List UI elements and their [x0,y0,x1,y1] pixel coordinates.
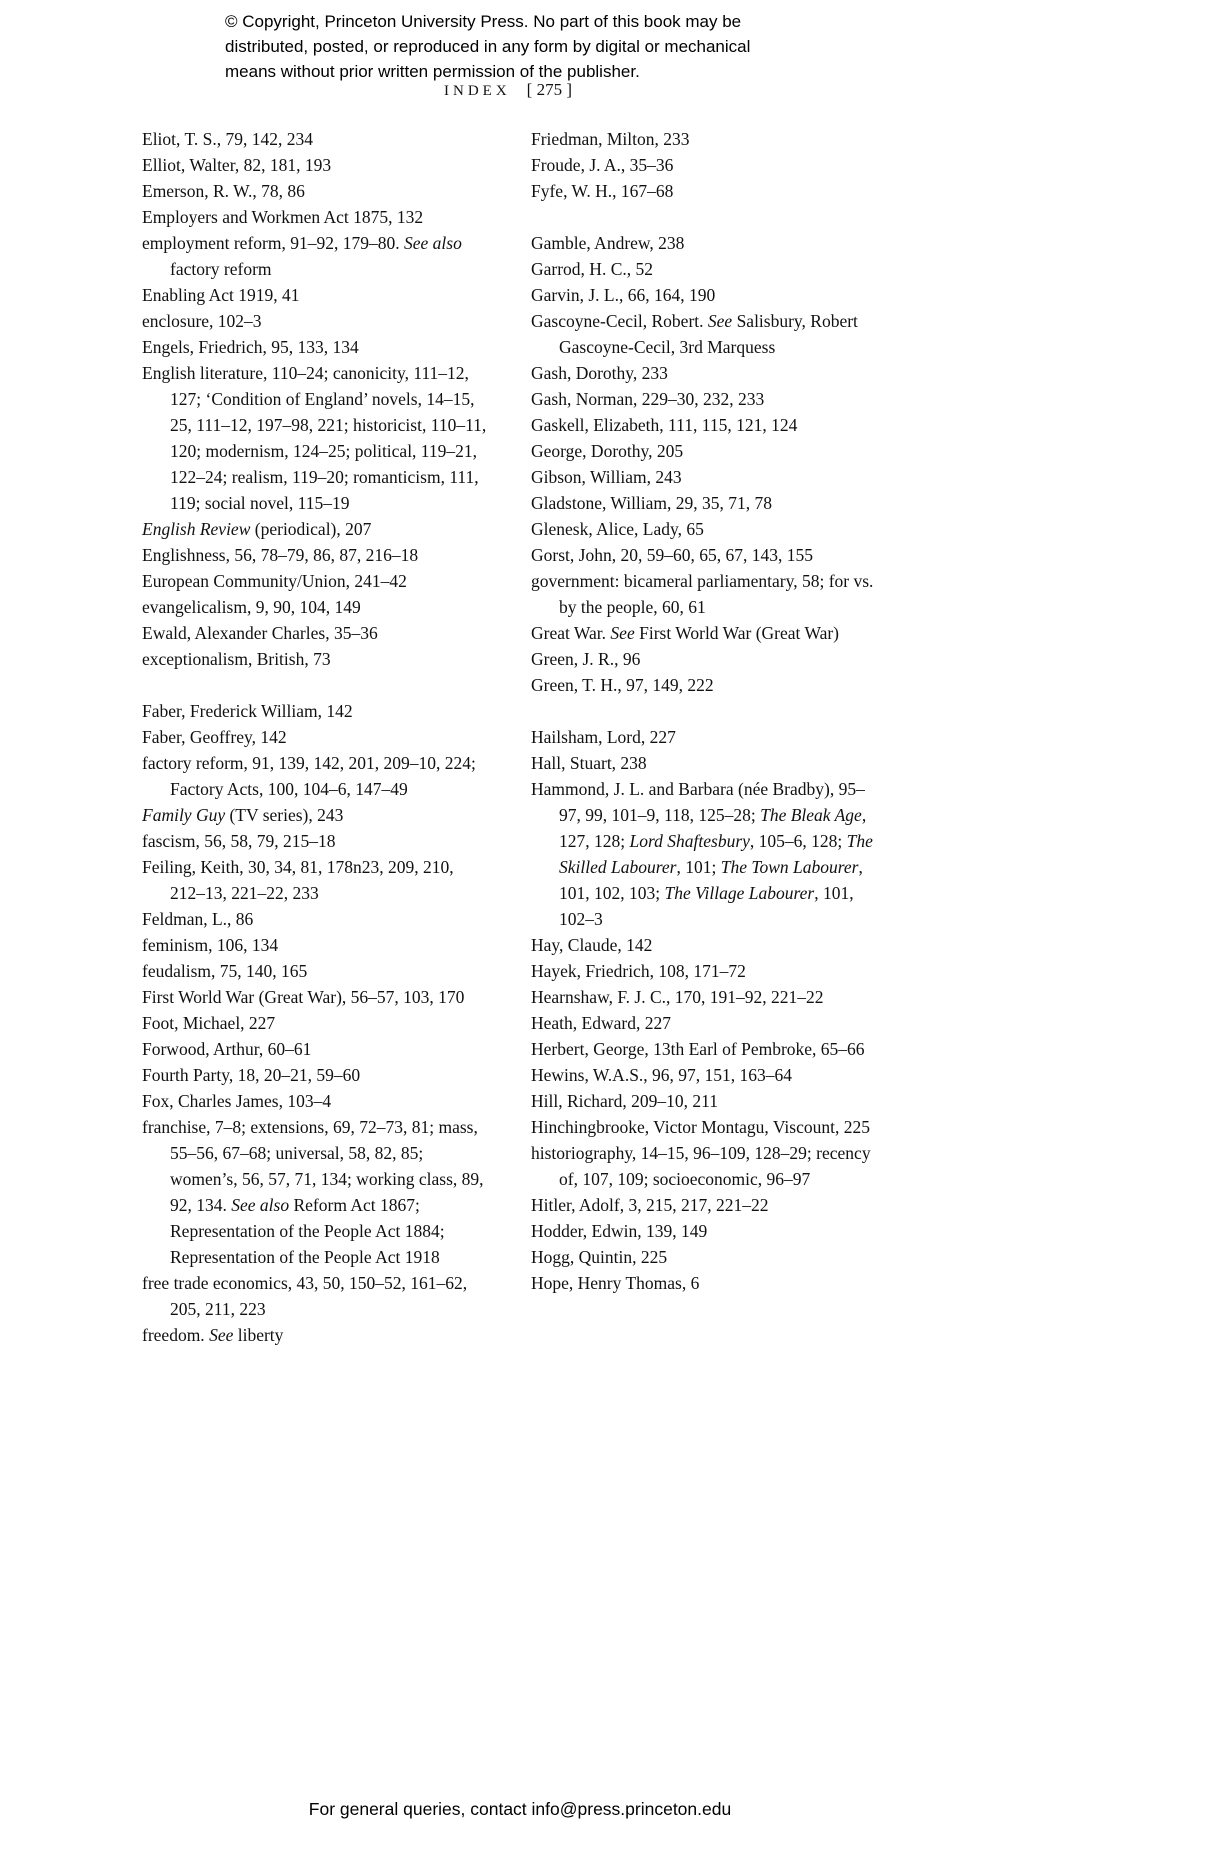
index-entry: fascism, 56, 58, 79, 215–18 [142,831,336,851]
index-entry: Englishness, 56, 78–79, 86, 87, 216–18 [142,545,419,565]
index-entry: Great War. See First World War (Great War) [531,623,839,643]
index-column-left [142,126,490,1348]
index-entry: Family Guy (TV series), 243 [142,805,344,825]
index-entry: feudalism, 75, 140, 165 [142,961,308,981]
index-entry: Gorst, John, 20, 59–60, 65, 67, 143, 155 [531,545,813,565]
index-entry: Hinchingbrooke, Victor Montagu, Viscount, 225 [531,1117,870,1137]
page-number: [ 275 ] [526,80,572,99]
copyright-line-3: means without prior written permission of the publisher. [225,62,640,81]
index-entry: factory reform, 91, 139, 142, 201, 209–10, 224; Factory Acts, 100, 104–6, 147–49 [142,753,476,799]
index-entry: Feiling, Keith, 30, 34, 81, 178n23, 209, 210, 212–13, 221–22, 233 [142,857,454,903]
index-entry: English literature, 110–24; canonicity, 111–12, 127; ‘Condition of England’ novels, 14–15, 25, 111–12, 197–98, 221; historicist, 110–11, 120; modernism, 124–25; political, 119–21, 122–24; realism, 119–20; romanticism, 111, 119; social novel, 115–19 [142,363,487,513]
index-entry: Ewald, Alexander Charles, 35–36 [142,623,378,643]
index-header [0,80,1016,100]
index-entry: Hayek, Friedrich, 108, 171–72 [531,961,746,981]
page-footer [0,1799,1040,1820]
index-entry: Herbert, George, 13th Earl of Pembroke, 65–66 [531,1039,865,1059]
index-entry: Fourth Party, 18, 20–21, 59–60 [142,1065,361,1085]
index-entry: Hogg, Quintin, 225 [531,1247,668,1267]
index-entry: evangelicalism, 9, 90, 104, 149 [142,597,361,617]
index-entry: Friedman, Milton, 233 [531,129,690,149]
index-entry: English Review (periodical), 207 [142,519,372,539]
index-entry: Hammond, J. L. and Barbara (née Bradby), 95–97, 99, 101–9, 118, 125–28; The Bleak Age, 127, 128; Lord Shaftesbury, 105–6, 128; The Skilled Labourer, 101; The Town Labourer, 101, 102, 103; The Village Labourer, 101, 102–3 [531,779,873,929]
group-gap [142,672,490,698]
index-entry: Hill, Richard, 209–10, 211 [531,1091,718,1111]
footer-text: For general queries, contact info@press.princeton.edu [308,1799,732,1819]
index-entry: Employers and Workmen Act 1875, 132 [142,207,424,227]
index-entry: Forwood, Arthur, 60–61 [142,1039,312,1059]
index-entry: employment reform, 91–92, 179–80. See also factory reform [142,233,462,279]
index-entry: Faber, Geoffrey, 142 [142,727,287,747]
index-entry: Green, T. H., 97, 149, 222 [531,675,714,695]
copyright-line-1: © Copyright, Princeton University Press. No part of this book may be [225,12,742,31]
index-entry: Hewins, W.A.S., 96, 97, 151, 163–64 [531,1065,793,1085]
index-entry: Eliot, T. S., 79, 142, 234 [142,129,313,149]
copyright-notice [225,9,750,84]
index-entry: First World War (Great War), 56–57, 103, 170 [142,987,465,1007]
index-entry: Emerson, R. W., 78, 86 [142,181,305,201]
index-entry: Gibson, William, 243 [531,467,682,487]
page-title: INDEX [444,83,511,99]
index-entry: Hall, Stuart, 238 [531,753,647,773]
index-entry: Gascoyne-Cecil, Robert. See Salisbury, Robert Gascoyne-Cecil, 3rd Marquess [531,311,858,357]
index-entry: Gamble, Andrew, 238 [531,233,685,253]
group-gap [531,204,879,230]
index-entry: European Community/Union, 241–42 [142,571,407,591]
index-entry: Hitler, Adolf, 3, 215, 217, 221–22 [531,1195,769,1215]
index-entry: Garrod, H. C., 52 [531,259,653,279]
index-entry: Glenesk, Alice, Lady, 65 [531,519,704,539]
index-entry: Hailsham, Lord, 227 [531,727,676,747]
group-gap [531,698,879,724]
index-entry: Foot, Michael, 227 [142,1013,276,1033]
index-entry: franchise, 7–8; extensions, 69, 72–73, 81; mass, 55–56, 67–68; universal, 58, 82, 85; women’s, 56, 57, 71, 134; working class, 89, 92, 134. See also Reform Act 1867; Representation of the People Act 1884; Representation of the People Act 1918 [142,1117,484,1267]
index-entry: Elliot, Walter, 82, 181, 193 [142,155,332,175]
index-entry: Gaskell, Elizabeth, 111, 115, 121, 124 [531,415,798,435]
copyright-line-2: distributed, posted, or reproduced in any form by digital or mechanical [225,37,751,56]
index-column-right [531,126,879,1296]
index-entry: Gash, Dorothy, 233 [531,363,668,383]
index-entry: Hearnshaw, F. J. C., 170, 191–92, 221–22 [531,987,824,1007]
index-entry: historiography, 14–15, 96–109, 128–29; recency of, 107, 109; socioeconomic, 96–97 [531,1143,871,1189]
index-entry: Froude, J. A., 35–36 [531,155,674,175]
index-entry: Green, J. R., 96 [531,649,641,669]
index-entry: Feldman, L., 86 [142,909,254,929]
index-entry: exceptionalism, British, 73 [142,649,331,669]
index-entry: Garvin, J. L., 66, 164, 190 [531,285,716,305]
index-entry: Fyfe, W. H., 167–68 [531,181,674,201]
index-entry: Hodder, Edwin, 139, 149 [531,1221,708,1241]
index-entry: free trade economics, 43, 50, 150–52, 161–62, 205, 211, 223 [142,1273,468,1319]
index-entry: Faber, Frederick William, 142 [142,701,353,721]
index-entry: enclosure, 102–3 [142,311,262,331]
index-entry: Hay, Claude, 142 [531,935,653,955]
index-entry: Enabling Act 1919, 41 [142,285,300,305]
index-entry: freedom. See liberty [142,1325,284,1345]
index-entry: Hope, Henry Thomas, 6 [531,1273,700,1293]
index-entry: Heath, Edward, 227 [531,1013,671,1033]
index-entry: George, Dorothy, 205 [531,441,684,461]
index-entry: Gladstone, William, 29, 35, 71, 78 [531,493,773,513]
index-entry: feminism, 106, 134 [142,935,279,955]
index-entry: Fox, Charles James, 103–4 [142,1091,332,1111]
index-entry: government: bicameral parliamentary, 58; for vs. by the people, 60, 61 [531,571,874,617]
index-entry: Gash, Norman, 229–30, 232, 233 [531,389,765,409]
index-entry: Engels, Friedrich, 95, 133, 134 [142,337,359,357]
